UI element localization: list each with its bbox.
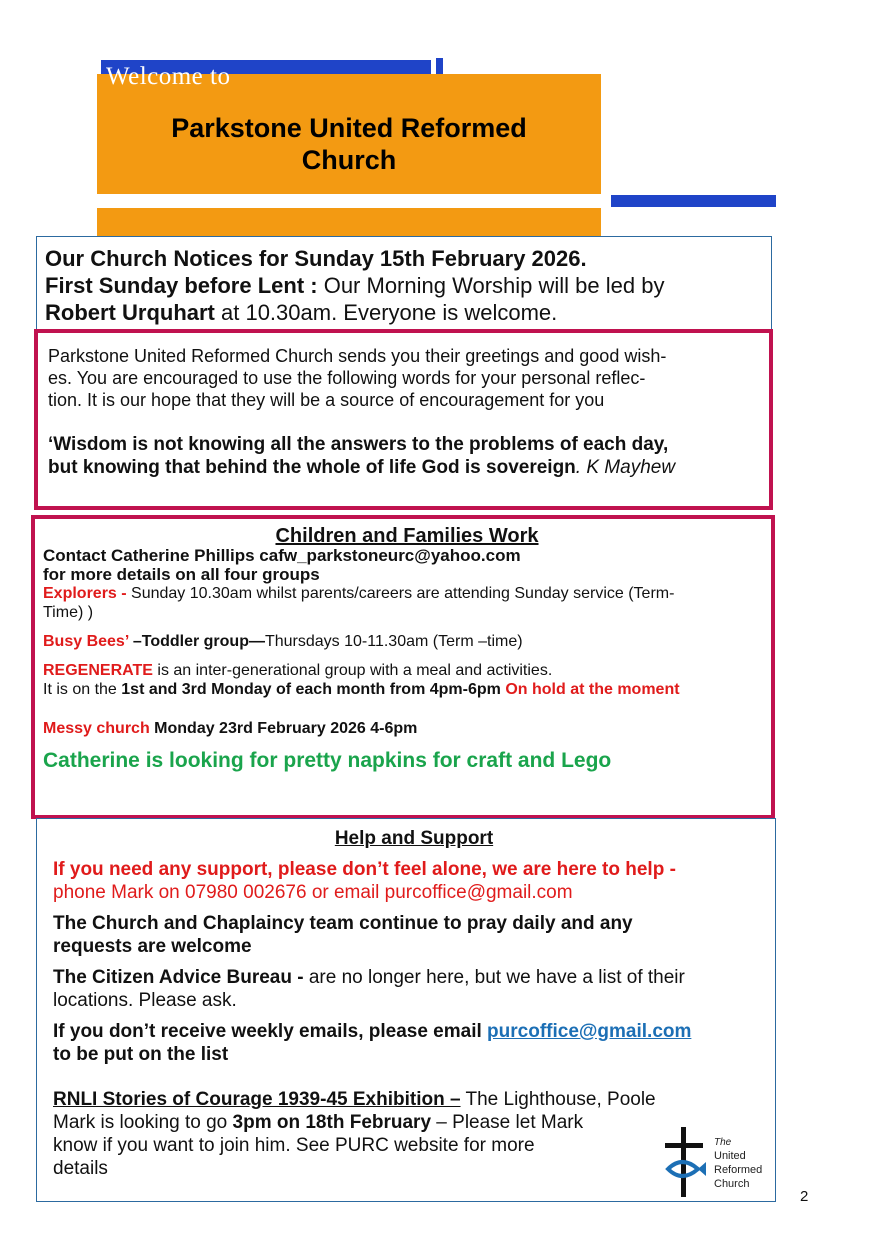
- notices-line3: [45, 299, 771, 326]
- church-title-line2: Church: [301, 145, 397, 175]
- help-title: Help and Support: [334, 828, 494, 849]
- explorers-line: [43, 584, 771, 603]
- leader-name: Robert Urquhart: [45, 300, 215, 325]
- regenerate-text2: It is on the: [43, 681, 122, 698]
- cfw-title: Children and Families Work: [275, 525, 539, 547]
- logo-line2: United: [714, 1150, 746, 1162]
- busy-bees-text: Thursdays 10-11.30am (Term –time): [264, 633, 523, 650]
- rnli-line3: know if you want to join him. See PURC website for more: [53, 1135, 535, 1156]
- regenerate-schedule: 1st and 3rd Monday of each month from 4pm-6pm: [121, 681, 501, 698]
- support-line2: phone Mark on 07980 002676 or email purcoffice@gmail.com: [53, 882, 573, 903]
- rnli-time: 3pm on 18th February: [232, 1112, 432, 1133]
- explorers-label: Explorers -: [43, 585, 127, 602]
- cross-fish-icon: [662, 1127, 772, 1199]
- logo-line3: Reformed: [714, 1164, 763, 1176]
- rnli-title: RNLI Stories of Courage 1939-45 Exhibition –: [53, 1089, 461, 1110]
- header-blue-line: [611, 195, 776, 207]
- regenerate-label: REGENERATE: [43, 662, 153, 679]
- greeting-line1: Parkstone United Reformed Church sends you their greetings and good wish-: [48, 346, 667, 366]
- napkins-notice: Catherine is looking for pretty napkins for craft and Lego: [43, 749, 612, 772]
- messy-church-date: Monday 23rd February 2026 4-6pm: [149, 720, 418, 737]
- messy-church-label: Messy church: [43, 720, 150, 737]
- pray-line2: requests are welcome: [53, 936, 252, 957]
- notices-line2: [45, 272, 771, 299]
- support-line1: If you need any support, please don’t feel alone, we are here to help -: [53, 859, 676, 880]
- urc-logo: [662, 1127, 772, 1199]
- quote-line2: [48, 456, 769, 479]
- cab-line1: [53, 966, 775, 989]
- rnli-line1: [53, 1088, 775, 1111]
- regenerate-line: [43, 661, 771, 680]
- busy-bees-group: –Toddler group—: [128, 633, 265, 650]
- church-title-line1: Parkstone United Reformed: [171, 113, 527, 143]
- quote-line1: ‘Wisdom is not knowing all the answers to the problems of each day,: [48, 434, 669, 455]
- emails-text: If you don’t receive weekly emails, please email: [53, 1021, 488, 1042]
- cab-text: are no longer here, but we have a list of their: [303, 967, 685, 988]
- regenerate-status: On hold at the moment: [500, 681, 680, 698]
- cfw-more: for more details on all four groups: [43, 565, 320, 584]
- page-number: 2: [800, 1188, 809, 1205]
- explorers-line2: Time) ): [43, 604, 94, 621]
- rnli-line4: details: [53, 1158, 108, 1179]
- notices-heading: Our Church Notices for Sunday 15th February 2026.: [45, 246, 587, 271]
- lent-label: First Sunday before Lent :: [45, 273, 318, 298]
- messy-church-line: [43, 719, 771, 738]
- pray-line1: The Church and Chaplaincy team continue to pray daily and any: [53, 913, 633, 934]
- quote-author: . K Mayhew: [575, 457, 676, 478]
- logo-line1: The: [714, 1137, 732, 1148]
- emails-line1: [53, 1020, 775, 1043]
- rnli-text: Mark is looking to go: [53, 1112, 233, 1133]
- emails-line2: to be put on the list: [53, 1044, 229, 1065]
- busy-bees-line: [43, 632, 771, 651]
- logo-line4: Church: [714, 1178, 750, 1190]
- quote-text: but knowing that behind the whole of life God is sovereign: [48, 457, 576, 478]
- worship-text: Our Morning Worship will be led by: [317, 273, 665, 298]
- cfw-box: [31, 515, 775, 819]
- email-link[interactable]: purcoffice@gmail.com: [487, 1021, 692, 1042]
- rnli-text2: – Please let Mark: [431, 1112, 584, 1133]
- cab-label: The Citizen Advice Bureau -: [53, 967, 304, 988]
- notices-box: [36, 236, 772, 332]
- church-title: [97, 112, 601, 176]
- greeting-box: [34, 329, 773, 510]
- busy-bees-label: Busy Bees’: [43, 633, 129, 650]
- welcome-text: Welcome to: [106, 63, 231, 90]
- greeting-line2: es. You are encouraged to use the following words for your personal reflec-: [48, 368, 646, 388]
- regenerate-line2: [43, 680, 771, 699]
- rnli-venue: The Lighthouse, Poole: [460, 1089, 656, 1110]
- cfw-contact: Contact Catherine Phillips cafw_parkstoneurc@yahoo.com: [43, 546, 521, 565]
- header-divider: [97, 194, 601, 208]
- explorers-text: Sunday 10.30am whilst parents/careers are attending Sunday service (Term-: [126, 585, 675, 602]
- greeting-line3: tion. It is our hope that they will be a source of encouragement for you: [48, 390, 605, 410]
- cab-line2: locations. Please ask.: [53, 990, 237, 1011]
- regenerate-text: is an inter-generational group with a meal and activities.: [152, 662, 553, 679]
- time-text: at 10.30am. Everyone is welcome.: [214, 300, 558, 325]
- header-orange-strip: [97, 208, 601, 236]
